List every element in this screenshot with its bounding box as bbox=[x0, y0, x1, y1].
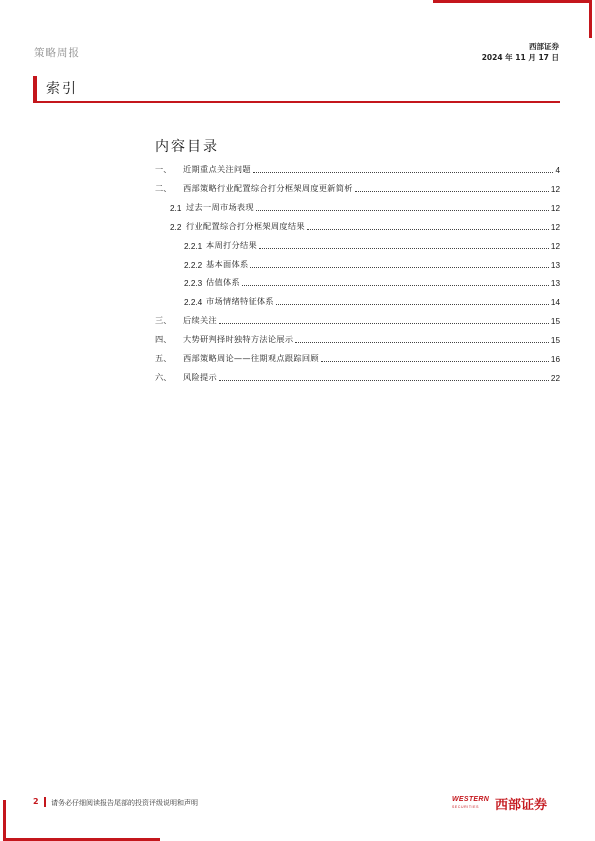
toc-item-label: 本周打分结果 bbox=[206, 239, 257, 250]
section-marker bbox=[33, 76, 37, 102]
western-logo bbox=[452, 794, 558, 814]
toc-item[interactable] bbox=[184, 259, 560, 270]
toc-item-number: 2.2.4 bbox=[184, 298, 203, 308]
toc-item[interactable] bbox=[184, 277, 560, 288]
toc-leader-dots bbox=[242, 284, 549, 286]
toc-leader-dots bbox=[253, 171, 554, 173]
section-title: 索引 bbox=[46, 81, 78, 97]
report-type: 策略周报 bbox=[34, 47, 80, 59]
toc-leader-dots bbox=[307, 228, 549, 230]
toc-leader-dots bbox=[295, 341, 549, 343]
toc-item-page: 15 bbox=[550, 317, 560, 327]
toc-leader-dots bbox=[321, 360, 549, 362]
toc-item[interactable] bbox=[155, 315, 560, 326]
toc-item-label: 大势研判择时独特方法论展示 bbox=[183, 334, 294, 345]
toc-item[interactable] bbox=[155, 353, 560, 364]
corner-right-bar bbox=[589, 0, 592, 38]
toc-item-page: 4 bbox=[555, 166, 560, 175]
toc-item-number: 五、 bbox=[155, 353, 172, 363]
toc-item-label: 近期重点关注问题 bbox=[183, 164, 251, 174]
toc-leader-dots bbox=[355, 190, 549, 192]
toc-leader-dots bbox=[219, 379, 549, 381]
toc-item-label: 过去一周市场表现 bbox=[186, 201, 254, 212]
toc-item-number: 六、 bbox=[155, 371, 172, 382]
toc-item-number: 2.2.3 bbox=[184, 279, 203, 289]
toc-item-page: 12 bbox=[550, 222, 560, 232]
toc-leader-dots bbox=[259, 247, 549, 249]
toc-item-number: 2.2.2 bbox=[184, 260, 203, 270]
toc-item-number: 2.2 bbox=[170, 222, 182, 232]
toc-leader-dots bbox=[256, 209, 549, 211]
toc-title: 内容目录 bbox=[155, 139, 219, 155]
toc-item[interactable] bbox=[155, 183, 560, 194]
toc-leader-dots bbox=[219, 322, 549, 324]
toc-item-page: 14 bbox=[550, 298, 560, 308]
toc-item-page: 15 bbox=[550, 336, 560, 346]
toc-item[interactable] bbox=[155, 164, 560, 175]
toc-item-number: 三、 bbox=[155, 315, 172, 326]
logo-en-bottom: SECURITIES bbox=[452, 805, 480, 809]
toc-item[interactable] bbox=[184, 296, 560, 307]
toc-item-number: 四、 bbox=[155, 334, 172, 345]
footer-separator bbox=[44, 797, 46, 807]
company-name: 西部证券 bbox=[529, 42, 559, 51]
report-date: 2024 年 11 月 17 日 bbox=[481, 53, 559, 62]
toc-item-page: 12 bbox=[550, 184, 560, 194]
toc-item[interactable] bbox=[170, 202, 560, 213]
toc-leader-dots bbox=[250, 266, 548, 268]
toc-item-number: 2.1 bbox=[170, 203, 182, 213]
toc-item-label: 西部策略行业配置综合打分框架周度更新简析 bbox=[183, 182, 353, 193]
toc-item-page: 16 bbox=[550, 355, 560, 364]
toc-item[interactable] bbox=[184, 240, 560, 251]
logo-cn: 西部证券 bbox=[495, 798, 548, 813]
toc-item-label: 估值体系 bbox=[206, 277, 240, 288]
toc-item-number: 二、 bbox=[155, 182, 172, 193]
toc-item-page: 13 bbox=[550, 260, 560, 270]
toc-item-number: 一、 bbox=[155, 164, 172, 174]
toc-item-label: 后续关注 bbox=[183, 315, 217, 326]
page-number: 2 bbox=[33, 797, 39, 806]
corner-left-bar bbox=[3, 800, 6, 841]
toc-item-label: 西部策略周论——往期观点跟踪回顾 bbox=[183, 353, 319, 363]
toc-item-label: 行业配置综合打分框架周度结果 bbox=[186, 220, 305, 231]
toc-item-number: 2.2.1 bbox=[184, 241, 203, 251]
toc-item-page: 12 bbox=[550, 203, 560, 213]
toc-item[interactable] bbox=[155, 372, 560, 383]
toc-leader-dots bbox=[276, 303, 549, 305]
toc-item-page: 13 bbox=[550, 279, 560, 289]
toc-item-page: 12 bbox=[550, 241, 560, 251]
toc-item-page: 22 bbox=[550, 373, 560, 383]
logo-en-top: WESTERN bbox=[452, 796, 490, 803]
toc-item[interactable] bbox=[155, 334, 560, 345]
section-rule bbox=[33, 101, 560, 103]
toc-item-label: 基本面体系 bbox=[206, 258, 249, 269]
toc-item-label: 市场情绪特征体系 bbox=[206, 296, 274, 307]
toc-item-label: 风险提示 bbox=[183, 371, 217, 382]
corner-top-bar bbox=[433, 0, 592, 3]
toc-item[interactable] bbox=[170, 221, 560, 232]
footer-disclaimer: 请务必仔细阅读报告尾部的投资评级说明和声明 bbox=[51, 799, 198, 807]
